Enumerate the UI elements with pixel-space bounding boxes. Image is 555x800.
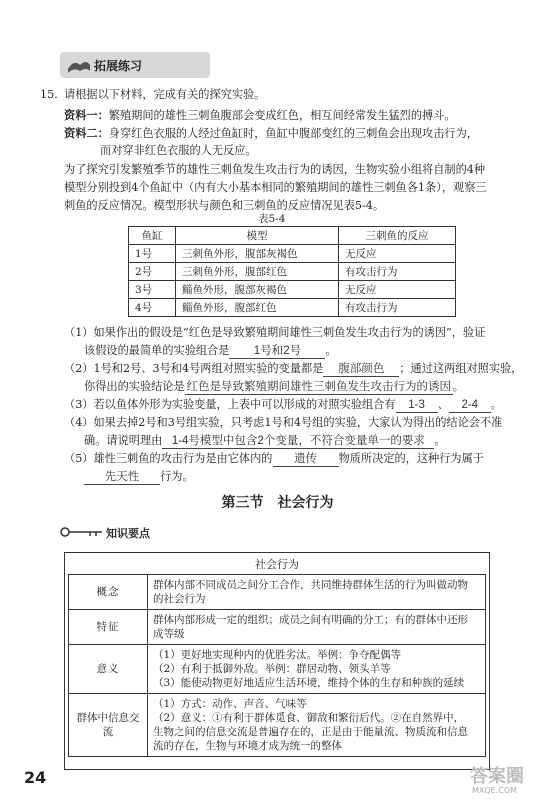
- knowledge-content: [148, 645, 486, 694]
- table-row: [129, 281, 456, 299]
- knowledge-head: 特征: [69, 610, 148, 645]
- table-cell: 无反应: [339, 281, 456, 299]
- knowledge-head: 概念: [69, 575, 148, 610]
- answer-5b: 先天性: [84, 471, 160, 485]
- sub-question-2: [64, 362, 522, 377]
- knowledge-box: [64, 552, 490, 770]
- experiment-table: [128, 226, 456, 317]
- watermark-logo: 答案圈: [470, 766, 524, 787]
- table-cell: 有攻击行为: [339, 263, 456, 281]
- knowledge-content: [148, 575, 486, 610]
- answer-3a: 1-3: [396, 399, 438, 413]
- knowledge-line: 生物之间的信息交流是普遍存在的，正是由于能量流、物质流和信息: [153, 726, 468, 738]
- answer-1: 1号和2号: [229, 345, 325, 359]
- answer-3b: 2-4: [449, 399, 491, 413]
- sub-question-1-cont: 该假设的最简单的实验组合是 1号和2号 。: [84, 344, 337, 357]
- table-cell: 1号: [129, 245, 176, 263]
- knowledge-line: （1）方式：动作、声音、气味等: [153, 698, 307, 710]
- sub-question-5-cont: [84, 470, 194, 485]
- answer-separator: 、: [437, 398, 449, 411]
- table-cell: 三刺鱼外形，腹部灰褐色: [176, 245, 339, 263]
- sub-question-3: （3）若以鱼体外形为实验变量，上表中可以形成的对照实验组合有 1-3 、 2-4 。: [64, 398, 502, 411]
- question-intro: 请根据以下材料，完成有关的探究实验。: [64, 88, 266, 101]
- sub-question-1-prompt: 该假设的最简单的实验组合是: [84, 344, 230, 357]
- knowledge-line: 成等级: [153, 628, 185, 640]
- sub-question-4-cont: 确。请说明理由 1-4号模型中包含2个变量，不符合变量单一的要求 。: [84, 434, 446, 447]
- paragraph-line: 刺鱼的反应情况。模型形状与颜色和三刺鱼的反应情况见表5-4。: [64, 199, 385, 212]
- page-number: 24: [24, 768, 47, 787]
- knowledge-row: [69, 694, 486, 757]
- question-number: 15.: [40, 88, 58, 101]
- sub-question-2-prompt: （2）1号和2号、3号和4号两组对照实验的变量都是: [64, 362, 324, 375]
- table-header: 鱼缸: [129, 227, 176, 245]
- knowledge-box-title: 社会行为: [255, 558, 299, 571]
- answer-2a: 腹部颜色: [323, 363, 399, 377]
- table-row: [129, 245, 456, 263]
- knowledge-tag-label: 知识要点: [106, 527, 150, 540]
- knowledge-row: [69, 610, 486, 645]
- knowledge-head: 群体中信息交流: [69, 694, 148, 757]
- material-1-label: 资料一：: [64, 108, 109, 122]
- banner-title: 拓展练习: [94, 59, 143, 73]
- table-cell: 2号: [129, 263, 176, 281]
- knowledge-line: 群体内部不同成员之间分工合作，共同维持群体生活的行为叫做动物: [153, 579, 468, 591]
- table-cell: 3号: [129, 281, 176, 299]
- material-2-label: 资料二：: [64, 126, 109, 140]
- knowledge-content: [148, 694, 486, 757]
- table-caption: 表5-4: [258, 213, 286, 225]
- material-1: [64, 108, 456, 123]
- sub-question-5-prompt: （5）雄性三刺鱼的攻击行为是由它体内的: [64, 452, 273, 465]
- knowledge-tag: [60, 522, 180, 542]
- table-header-row: [129, 227, 456, 245]
- table-row: [129, 263, 456, 281]
- knowledge-row: [69, 575, 486, 610]
- sub-question-5-mid: 物质所决定的，这种行为属于: [338, 452, 484, 465]
- knowledge-line: （3）能使动物更好地适应生活环境，维持个体的生存和种族的延续: [153, 677, 465, 689]
- sub-question-2-cont: 你得出的实验结论是 红色是导致繁殖期间雄性三刺鱼发生攻击行为的诱因 。: [84, 380, 464, 393]
- answer-4: 1-4号模型中包含2个变量，不符合变量单一的要求: [162, 435, 434, 449]
- table-cell: 有攻击行为: [339, 299, 456, 317]
- section-banner: [60, 52, 210, 78]
- table-cell: 4号: [129, 299, 176, 317]
- knowledge-line: （2）有利于抵御外敌。举例：群居动物、领头羊等: [153, 663, 391, 675]
- table-row: [129, 299, 456, 317]
- knowledge-line: （1）更好地实现种内的优胜劣汰。举例：争夺配偶等: [153, 649, 402, 661]
- sub-question-5-end: 行为。: [160, 470, 194, 483]
- sub-question-3-prompt: （3）若以鱼体外形为实验变量，上表中可以形成的对照实验组合有: [64, 398, 396, 411]
- paragraph-line: 为了探究引发繁殖季节的雄性三刺鱼发生攻击行为的诱因，生物实验小组将自制的4种: [64, 163, 486, 176]
- table-cell: 三刺鱼外形，腹部红色: [176, 263, 339, 281]
- material-2-cont: 而对穿非红色衣服的人无反应。: [100, 144, 257, 157]
- material-2-text: 身穿红色衣服的人经过鱼缸时，鱼缸中腹部变红的三刺鱼会出现攻击行为，: [108, 127, 478, 140]
- sub-question-4: （4）如果去掉2号和3号组实验，只考虑1号和4号组的实验，大家认为得出的结论会不准: [64, 416, 503, 429]
- knowledge-table: [68, 574, 486, 757]
- paragraph-line: 模型分别投到4个鱼缸中（内有大小基本相同的繁殖期间的雄性三刺鱼各1条），观察三: [64, 181, 487, 194]
- sub-question-1: （1）如果作出的假设是“红色是导致繁殖期间雄性三刺鱼发生攻击行为的诱因”，验证: [64, 326, 486, 339]
- table-cell: 鲻鱼外形，腹部灰褐色: [176, 281, 339, 299]
- knowledge-content: [148, 610, 486, 645]
- answer-5a: 遗传: [273, 453, 339, 467]
- sub-question-4-prompt: 确。请说明理由: [84, 434, 163, 447]
- sub-question-5: [64, 452, 484, 467]
- knowledge-row: [69, 645, 486, 694]
- key-icon: [60, 526, 104, 538]
- table-header: 模型: [176, 227, 339, 245]
- section-title: 第三节 社会行为: [221, 495, 334, 511]
- material-1-text: 繁殖期间的雄性三刺鱼腹部会变成红色，相互间经常发生猛烈的搏斗。: [108, 109, 456, 122]
- book-icon: [66, 55, 92, 75]
- material-2: [64, 126, 478, 141]
- knowledge-line: 的社会行为: [153, 593, 206, 605]
- table-header: 三刺鱼的反应: [339, 227, 456, 245]
- table-cell: 无反应: [339, 245, 456, 263]
- knowledge-line: （2）意义：①有利于群体觅食、御敌和繁衍后代。②在自然界中，: [153, 712, 465, 724]
- watermark-url: MXQE.COM: [472, 786, 518, 795]
- knowledge-line: 群体内部形成一定的组织；成员之间有明确的分工；有的群体中还形: [153, 614, 468, 626]
- knowledge-line: 流的存在，生物与环境才成为统一的整体: [153, 740, 342, 752]
- table-cell: 鲻鱼外形，腹部红色: [176, 299, 339, 317]
- answer-2b: 红色是导致繁殖期间雄性三刺鱼发生攻击行为的诱因: [186, 381, 451, 393]
- sub-question-2-prompt2: 你得出的实验结论是: [84, 380, 185, 393]
- sub-question-2-mid: ；通过这两组对照实验，: [399, 362, 523, 375]
- knowledge-head: 意义: [69, 645, 148, 694]
